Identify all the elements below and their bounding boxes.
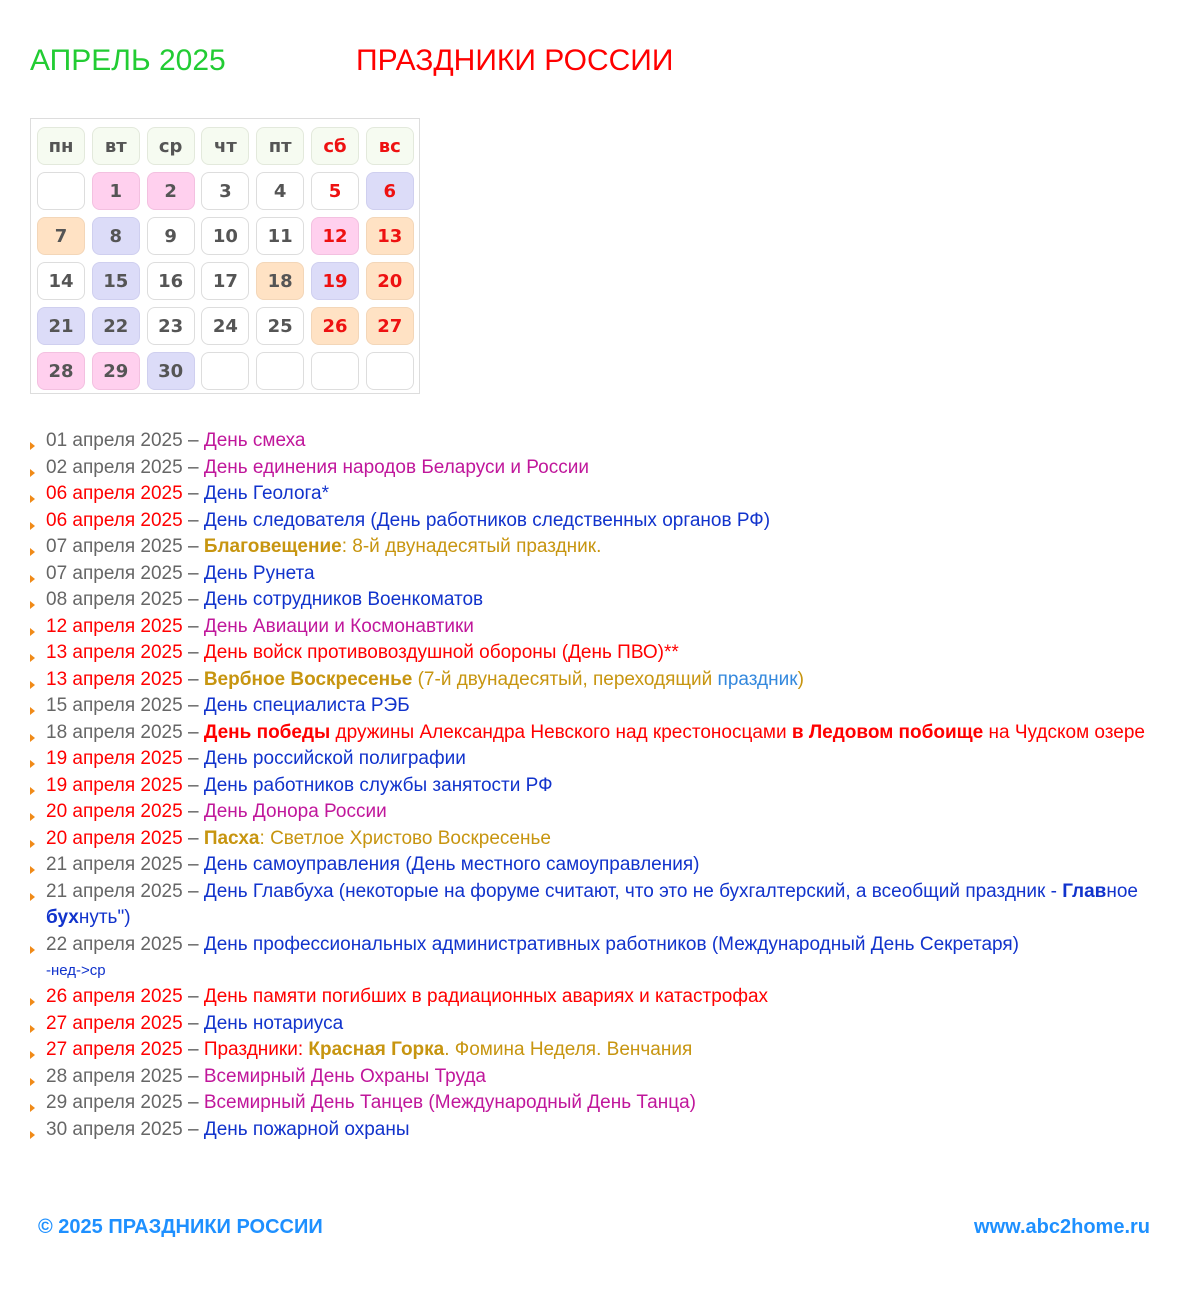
weekday-header: вт [92,127,140,165]
calendar-day[interactable]: 5 [311,172,359,210]
holiday-date: 19 апреля 2025 [46,774,183,796]
calendar-day[interactable]: 30 [147,352,195,390]
calendar-empty-cell [37,172,85,210]
calendar-day[interactable]: 4 [256,172,304,210]
holiday-text: День самоуправления (День местного самоуправления) [203,854,700,875]
holiday-text: – [182,933,204,955]
holiday-date: 19 апреля 2025 [46,748,183,769]
holiday-date: 07 апреля 2025 [46,562,183,584]
calendar-day[interactable]: 11 [256,217,304,255]
calendar-grid [30,118,420,394]
calendar-day[interactable]: 20 [366,262,414,300]
holiday-item [30,561,1170,588]
holiday-text: – [182,1065,204,1087]
holiday-text: – [182,801,204,822]
holiday-text: День Донора России [203,801,387,822]
calendar-day[interactable]: 14 [37,262,85,300]
calendar-empty-cell [366,352,414,390]
holiday-text: День Рунета [203,562,315,584]
holiday-text: – [182,509,204,531]
holiday-date: 13 апреля 2025 [46,642,183,663]
holiday-text: ное [1106,880,1139,902]
holiday-text: дружины Александра Невского над крестоносцами [330,721,792,743]
holiday-text: День работников службы занятости РФ [203,774,553,796]
calendar-day[interactable]: 6 [366,172,414,210]
holiday-text: Благовещение [203,536,342,557]
holiday-text: День Главбуха (некоторые на форуме считают, что это не бухгалтерский, а всеобщий праздник - [203,880,1063,902]
holiday-text: День российской полиграфии [203,748,466,769]
holiday-date: 15 апреля 2025 [46,695,183,716]
holiday-text: – [182,695,204,716]
calendar-day[interactable]: 7 [37,217,85,255]
calendar-day[interactable]: 1 [92,172,140,210]
holiday-date: 18 апреля 2025 [46,721,183,743]
holiday-text: – [182,536,204,557]
calendar-day[interactable]: 17 [201,262,249,300]
holiday-text: ) [797,668,804,690]
holiday-date: 28 апреля 2025 [46,1065,183,1087]
footer-copyright: © 2025 ПРАЗДНИКИ РОССИИ [38,1216,323,1238]
calendar-day[interactable]: 25 [256,307,304,345]
holiday-date: 12 апреля 2025 [46,615,183,637]
holiday-text: – [182,721,204,743]
holiday-date: 27 апреля 2025 [46,1039,183,1060]
calendar-day[interactable]: 26 [311,307,359,345]
holiday-text: (7-й двунадесятый, переходящий [412,668,718,690]
holiday-text: Глав [1062,880,1107,902]
holiday-date: 06 апреля 2025 [46,509,183,531]
holiday-date: 06 апреля 2025 [46,483,183,504]
calendar-day[interactable]: 8 [92,217,140,255]
footer-site-url[interactable]: www.abc2home.ru [974,1216,1150,1238]
calendar-day[interactable]: 24 [201,307,249,345]
holiday-text: : 8-й двунадесятый праздник. [341,536,602,557]
calendar-day[interactable]: 28 [37,352,85,390]
holiday-text: – [182,880,204,902]
holiday-item [30,534,1170,561]
weekday-header: ср [147,127,195,165]
calendar-day[interactable]: 29 [92,352,140,390]
calendar-day[interactable]: 12 [311,217,359,255]
weekday-header: пн [37,127,85,165]
holiday-item [30,481,1170,508]
holiday-item [30,720,1170,747]
calendar-empty-cell [201,352,249,390]
holiday-text: – [182,562,204,584]
holiday-item [30,614,1170,641]
holiday-text: . Фомина Неделя. Венчания [444,1039,693,1060]
calendar-empty-cell [311,352,359,390]
holiday-item [30,879,1170,932]
holiday-text: – [182,483,204,504]
holiday-text: в Ледовом побоище [791,721,984,743]
site-title: ПРАЗДНИКИ РОССИИ [356,44,674,77]
calendar-day[interactable]: 3 [201,172,249,210]
holiday-date: 13 апреля 2025 [46,668,183,690]
weekday-header: чт [201,127,249,165]
holiday-item [30,667,1170,694]
holiday-text: День специалиста РЭБ [203,695,410,716]
holiday-text: – [182,1012,204,1034]
holiday-text: День Геолога* [203,483,330,504]
holiday-text: День пожарной охраны [203,1118,410,1140]
holiday-item [30,455,1170,482]
holiday-date: 07 апреля 2025 [46,536,183,557]
holiday-text: Праздники: [203,1039,309,1060]
holiday-date: 20 апреля 2025 [46,801,183,822]
calendar-day[interactable]: 23 [147,307,195,345]
holiday-text: – [182,456,204,478]
holiday-text: День памяти погибших в радиационных авариях и катастрофах [203,986,769,1007]
holiday-date: 21 апреля 2025 [46,880,183,902]
holiday-item [30,852,1170,879]
holiday-text: День единения народов Беларуси и России [203,456,589,478]
holiday-item [30,746,1170,773]
holiday-date: 08 апреля 2025 [46,589,183,610]
calendar-day[interactable]: 21 [37,307,85,345]
holiday-item [30,826,1170,853]
calendar-day[interactable]: 9 [147,217,195,255]
holiday-text: День нотариуса [203,1012,344,1034]
holiday-text: : Светлое Христово Воскресенье [259,827,551,849]
holiday-text: – [182,1118,204,1140]
holiday-note: -нед->ср [46,962,106,979]
holiday-item [30,428,1170,455]
calendar-day[interactable]: 19 [311,262,359,300]
holiday-text: – [182,986,204,1007]
holiday-item [30,773,1170,800]
holiday-text: Всемирный День Танцев (Международный День Танца) [203,1092,696,1113]
holiday-item [30,640,1170,667]
calendar-day[interactable]: 27 [366,307,414,345]
calendar-day[interactable]: 10 [201,217,249,255]
holiday-text: – [182,642,204,663]
holiday-text: Красная Горка [308,1039,445,1060]
holiday-item [30,508,1170,535]
holiday-date: 29 апреля 2025 [46,1092,183,1113]
holiday-text: – [182,827,204,849]
holiday-item [30,1090,1170,1117]
holiday-item [30,1011,1170,1038]
holiday-item [30,1037,1170,1064]
calendar-empty-cell [256,352,304,390]
holiday-text: – [182,589,204,610]
holiday-text[interactable]: праздник [717,668,798,690]
holiday-text: День смеха [203,430,306,451]
holiday-text: на Чудском озере [983,721,1145,743]
holiday-text: нуть") [78,907,131,928]
holiday-text: – [182,430,204,451]
month-title: АПРЕЛЬ 2025 [30,44,226,77]
holiday-text: – [182,774,204,796]
holiday-date: 02 апреля 2025 [46,456,183,478]
holiday-text: День сотрудников Военкоматов [203,589,484,610]
holiday-text: День войск противовоздушной обороны (День ПВО)** [203,642,679,663]
holiday-date: 30 апреля 2025 [46,1118,183,1140]
holiday-item [30,799,1170,826]
holiday-text: День победы [203,721,331,743]
holiday-text: Вербное Воскресенье [203,668,413,690]
holiday-list [30,428,1170,1143]
calendar-day[interactable]: 13 [366,217,414,255]
holiday-text: День Авиации и Космонавтики [203,615,474,637]
calendar-day[interactable]: 16 [147,262,195,300]
holiday-text: – [182,1092,204,1113]
calendar-day[interactable]: 18 [256,262,304,300]
holiday-item [30,932,1170,985]
holiday-item [30,1064,1170,1091]
holiday-text: – [182,854,204,875]
holiday-date: 22 апреля 2025 [46,933,183,955]
holiday-item [30,1117,1170,1144]
holiday-text: – [182,668,204,690]
weekday-header: вс [366,127,414,165]
holiday-date: 26 апреля 2025 [46,986,183,1007]
holiday-item [30,984,1170,1011]
holiday-date: 27 апреля 2025 [46,1012,183,1034]
holiday-date: 01 апреля 2025 [46,430,183,451]
holiday-text: – [182,615,204,637]
holiday-date: 21 апреля 2025 [46,854,183,875]
calendar-day[interactable]: 22 [92,307,140,345]
holiday-text: День профессиональных административных работников (Международный День Секретаря) [203,933,1019,955]
holiday-text: – [182,748,204,769]
holiday-item [30,587,1170,614]
holiday-text: бух [46,907,79,928]
holiday-text: День следователя (День работников следственных органов РФ) [203,509,771,531]
weekday-header: сб [311,127,359,165]
holiday-text: – [182,1039,204,1060]
calendar-day[interactable]: 15 [92,262,140,300]
calendar-day[interactable]: 2 [147,172,195,210]
weekday-header: пт [256,127,304,165]
holiday-text: Всемирный День Охраны Труда [203,1065,486,1087]
holiday-text: Пасха [203,827,260,849]
holiday-item [30,693,1170,720]
holiday-date: 20 апреля 2025 [46,827,183,849]
